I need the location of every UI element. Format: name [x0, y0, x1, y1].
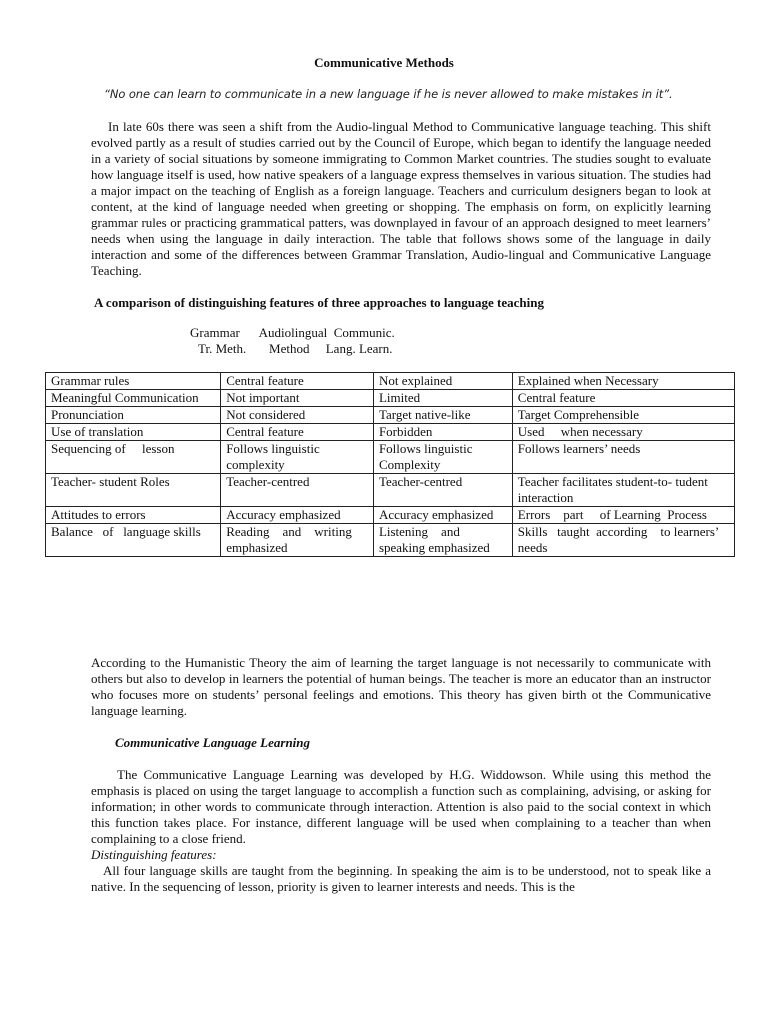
- table-cell: Follows linguistic complexity: [221, 441, 374, 474]
- table-cell: Limited: [373, 390, 512, 407]
- table-cell: Teacher-centred: [373, 474, 512, 507]
- table-row: [46, 474, 735, 507]
- table-cell: Listening and speaking emphasized: [373, 524, 512, 557]
- table-cell: Follows linguistic Complexity: [373, 441, 512, 474]
- cll-section: [91, 767, 711, 895]
- column-heads-line1: Grammar Audiolingual Communic.: [190, 325, 395, 340]
- table-row: [46, 390, 735, 407]
- table-cell: Errors part of Learning Process: [512, 507, 734, 524]
- table-cell: Not explained: [373, 373, 512, 390]
- table-cell: Not considered: [221, 407, 374, 424]
- table-cell: Pronunciation: [46, 407, 221, 424]
- table-cell: Teacher-centred: [221, 474, 374, 507]
- table-cell: Follows learners’ needs: [512, 441, 734, 474]
- table-cell: Used when necessary: [512, 424, 734, 441]
- table-row: [46, 373, 735, 390]
- table-cell: Central feature: [221, 373, 374, 390]
- table-row: [46, 424, 735, 441]
- table-cell: Meaningful Communication: [46, 390, 221, 407]
- table-cell: Target Comprehensible: [512, 407, 734, 424]
- table-cell: Central feature: [221, 424, 374, 441]
- table-heading: A comparison of distinguishing features of three approaches to language teaching: [94, 295, 544, 310]
- document-title: Communicative Methods: [314, 55, 454, 70]
- table-cell: Teacher- student Roles: [46, 474, 221, 507]
- table-cell: Grammar rules: [46, 373, 221, 390]
- distinguishing-features-label: Distinguishing features:: [91, 847, 217, 862]
- table-row: [46, 441, 735, 474]
- table-row: [46, 507, 735, 524]
- table-cell: Explained when Necessary: [512, 373, 734, 390]
- table-cell: Accuracy emphasized: [373, 507, 512, 524]
- humanistic-paragraph: According to the Humanistic Theory the aim of learning the target language is not necessarily to communicate with others but also to develop in learners the potential of human beings. The teacher is more an educator than an instructor who focuses more on students’ personal feelings and emotions. This theory has given birth ot the Communicative language learning.: [91, 655, 711, 718]
- table-row: [46, 407, 735, 424]
- table-cell: Target native-like: [373, 407, 512, 424]
- epigraph-quote: “No one can learn to communicate in a new language if he is never allowed to make mistakes in it”.: [104, 87, 673, 101]
- cll-paragraph: The Communicative Language Learning was developed by H.G. Widdowson. While using this method the emphasis is placed on using the target language to accomplish a function such as complaining, advising, or asking for information; in other words to communicate through interaction. Attention is also paid to the social context in which this function takes place. For instance, different language will be used when complaining to a teacher than when complaining to a close friend.: [91, 767, 711, 846]
- table-cell: Balance of language skills: [46, 524, 221, 557]
- table-cell: Not important: [221, 390, 374, 407]
- table-cell: Accuracy emphasized: [221, 507, 374, 524]
- table-row: [46, 524, 735, 557]
- comparison-table: [45, 372, 735, 557]
- column-heads-line2: Tr. Meth. Method Lang. Learn.: [198, 341, 393, 356]
- section-subheading: Communicative Language Learning: [115, 735, 311, 750]
- intro-paragraph: In late 60s there was seen a shift from the Audio-lingual Method to Communicative language teaching. This shift evolved partly as a result of studies carried out by the Council of Europe, which began to identify the language needed in a variety of social situations by someone immigrating to Common Market countries. The studies sought to evaluate how language itself is used, how native speakers of a language express themselves in various situation. The studies had a major impact on the teaching of English as a foreign language. Teachers and curriculum designers began to look at content, at the kind of language needed when greeting or shopping. The emphasis on form, on explicitly learning grammar rules or practicing grammatical patters, was downplayed in favour of an approach designed to meet learners’ needs when using the language in daily interaction. The table that follows shows some of the language in daily interaction and some of the differences between Grammar Translation, Audio-lingual and Communicative Language Teaching.: [91, 119, 712, 278]
- table-cell: Forbidden: [373, 424, 512, 441]
- table-cell: Sequencing of lesson: [46, 441, 221, 474]
- table-cell: Central feature: [512, 390, 734, 407]
- table-cell: Use of translation: [46, 424, 221, 441]
- features-paragraph: All four language skills are taught from the beginning. In speaking the aim is to be understood, not to speak like a native. In the sequencing of lesson, priority is given to learner interests and needs. This is the: [91, 863, 711, 894]
- table-cell: Attitudes to errors: [46, 507, 221, 524]
- table-cell: Reading and writing emphasized: [221, 524, 374, 557]
- table-cell: Skills taught according to learners’ needs: [512, 524, 734, 557]
- table-cell: Teacher facilitates student-to- tudent interaction: [512, 474, 734, 507]
